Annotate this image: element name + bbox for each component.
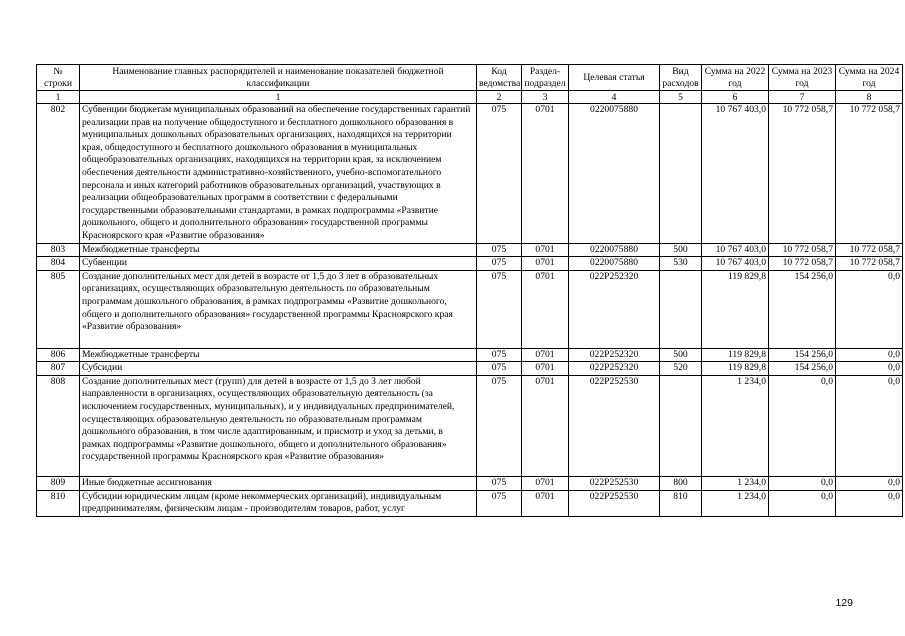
- table-row: [37, 348, 903, 362]
- col-number: 8: [836, 91, 903, 104]
- expense-type: 520: [660, 362, 702, 376]
- row-name: Иные бюджетные ассигнования: [80, 477, 477, 491]
- dept-code: 075: [477, 104, 522, 244]
- section-code: 0701: [522, 348, 569, 362]
- table-row: [37, 490, 903, 516]
- sum-2024: 0,0: [836, 490, 903, 516]
- expense-type: 810: [660, 490, 702, 516]
- col-header-section: Раздел-подраздел: [522, 65, 569, 91]
- col-header-row-no: № строки: [37, 65, 80, 91]
- sum-2022: 1 234,0: [702, 477, 769, 491]
- expense-type: 530: [660, 257, 702, 271]
- sum-2024: 0,0: [836, 375, 903, 476]
- row-number: 806: [37, 348, 80, 362]
- sum-2023: 10 772 058,7: [769, 104, 836, 244]
- target-article: 022P252530: [569, 375, 660, 476]
- expense-type: [660, 375, 702, 476]
- sum-2024: 0,0: [836, 348, 903, 362]
- section-code: 0701: [522, 104, 569, 244]
- sum-2023: 10 772 058,7: [769, 243, 836, 257]
- row-name: Создание дополнительных мест для детей в возрасте от 1,5 до 3 лет в образовательных организациях, осуществляющих образовательную деятельность по образовательным программам дошкольного образования, в рамках подпрограммы «Развитие дошкольного, общего и дополнительного образования» государственной программы Красноярского края «Развитие образования»: [80, 270, 477, 348]
- target-article: 022P252320: [569, 348, 660, 362]
- sum-2022: 119 829,8: [702, 362, 769, 376]
- section-code: 0701: [522, 477, 569, 491]
- section-code: 0701: [522, 257, 569, 271]
- section-code: 0701: [522, 490, 569, 516]
- dept-code: 075: [477, 243, 522, 257]
- target-article: 0220075880: [569, 257, 660, 271]
- sum-2023: 0,0: [769, 477, 836, 491]
- row-number: 802: [37, 104, 80, 244]
- sum-2023: 0,0: [769, 490, 836, 516]
- sum-2023: 154 256,0: [769, 348, 836, 362]
- dept-code: 075: [477, 477, 522, 491]
- sum-2023: 154 256,0: [769, 362, 836, 376]
- sum-2024: 0,0: [836, 362, 903, 376]
- target-article: 022P252530: [569, 490, 660, 516]
- row-name: Субсидии: [80, 362, 477, 376]
- sum-2022: 119 829,8: [702, 270, 769, 348]
- col-number: 3: [522, 91, 569, 104]
- row-number: 804: [37, 257, 80, 271]
- col-header-exp-type: Вид расходов: [660, 65, 702, 91]
- col-number: 1: [80, 91, 477, 104]
- col-header-sum-2022: Сумма на 2022 год: [702, 65, 769, 91]
- sum-2023: 10 772 058,7: [769, 257, 836, 271]
- row-name: Субвенции: [80, 257, 477, 271]
- expense-type: 800: [660, 477, 702, 491]
- row-number: 808: [37, 375, 80, 476]
- col-number: 1: [37, 91, 80, 104]
- section-code: 0701: [522, 243, 569, 257]
- sum-2022: 10 767 403,0: [702, 257, 769, 271]
- target-article: 0220075880: [569, 243, 660, 257]
- sum-2022: 10 767 403,0: [702, 104, 769, 244]
- col-number: 2: [477, 91, 522, 104]
- dept-code: 075: [477, 348, 522, 362]
- col-number: 6: [702, 91, 769, 104]
- row-number: 807: [37, 362, 80, 376]
- table-row: [37, 270, 903, 348]
- sum-2024: 10 772 058,7: [836, 257, 903, 271]
- row-name: Межбюджетные трансферты: [80, 243, 477, 257]
- section-code: 0701: [522, 270, 569, 348]
- col-number: 7: [769, 91, 836, 104]
- expense-type: [660, 104, 702, 244]
- budget-table: [36, 64, 903, 517]
- sum-2022: 1 234,0: [702, 490, 769, 516]
- dept-code: 075: [477, 362, 522, 376]
- section-code: 0701: [522, 375, 569, 476]
- col-header-sum-2023: Сумма на 2023 год: [769, 65, 836, 91]
- page-number: 129: [835, 597, 853, 609]
- column-number-row: [37, 91, 903, 104]
- target-article: 022P252320: [569, 270, 660, 348]
- sum-2022: 10 767 403,0: [702, 243, 769, 257]
- col-header-dept-code: Код ведомства: [477, 65, 522, 91]
- row-number: 809: [37, 477, 80, 491]
- target-article: 0220075880: [569, 104, 660, 244]
- dept-code: 075: [477, 375, 522, 476]
- sum-2023: 154 256,0: [769, 270, 836, 348]
- sum-2024: 0,0: [836, 270, 903, 348]
- col-number: 4: [569, 91, 660, 104]
- dept-code: 075: [477, 270, 522, 348]
- dept-code: 075: [477, 490, 522, 516]
- expense-type: [660, 270, 702, 348]
- table-row: [37, 243, 903, 257]
- target-article: 022P252530: [569, 477, 660, 491]
- sum-2024: 10 772 058,7: [836, 243, 903, 257]
- table-row: [37, 477, 903, 491]
- table-row: [37, 362, 903, 376]
- row-number: 805: [37, 270, 80, 348]
- col-header-target: Целевая статья: [569, 65, 660, 91]
- row-number: 803: [37, 243, 80, 257]
- table-row: [37, 104, 903, 244]
- row-number: 810: [37, 490, 80, 516]
- section-code: 0701: [522, 362, 569, 376]
- row-name: Создание дополнительных мест (групп) для детей в возрасте от 1,5 до 3 лет любой направленности в организациях, осуществляющих образовательную деятельность (за исключением государственных, муниципальных), и у индивидуальных предпринимателей, осуществляющих образовательную деятельность по образовательным программам дошкольного образования, в том числе адаптированным, и присмотр и уход за детьми, в рамках подпрограммы «Развитие дошкольного, общего и дополнительного образования» государственной программы Красноярского края «Развитие образования»: [80, 375, 477, 476]
- row-name: Субвенции бюджетам муниципальных образований на обеспечение государственных гарантий реализации прав на получение общедоступного и бесплатного дошкольного образования в муниципальных дошкольных образовательных организациях, находящихся на территории края, общедоступного и бесплатного дошкольного образования в муниципальных общеобразовательных организациях, находящихся на территории края, за исключением обеспечения деятельности административно-хозяйственного, учебно-вспомогательного персонала и иных категорий работников образовательных организаций, участвующих в реализации общеобразовательных программ в соответствии с федеральными государственными образовательными стандартами, в рамках подпрограммы «Развитие дошкольного, общего и дополнительного образования» государственной программы Красноярского края «Развитие образования»: [80, 104, 477, 244]
- sum-2024: 10 772 058,7: [836, 104, 903, 244]
- target-article: 022P252320: [569, 362, 660, 376]
- row-name: Межбюджетные трансферты: [80, 348, 477, 362]
- table-row: [37, 375, 903, 476]
- sum-2022: 1 234,0: [702, 375, 769, 476]
- sum-2024: 0,0: [836, 477, 903, 491]
- header-row: [37, 65, 903, 91]
- expense-type: 500: [660, 243, 702, 257]
- col-number: 5: [660, 91, 702, 104]
- table-row: [37, 257, 903, 271]
- sum-2022: 119 829,8: [702, 348, 769, 362]
- expense-type: 500: [660, 348, 702, 362]
- row-name: Субсидии юридическим лицам (кроме некоммерческих организаций), индивидуальным предпринимателям, физическим лицам - производителям товаров, работ, услуг: [80, 490, 477, 516]
- col-header-sum-2024: Сумма на 2024 год: [836, 65, 903, 91]
- sum-2023: 0,0: [769, 375, 836, 476]
- dept-code: 075: [477, 257, 522, 271]
- col-header-name: Наименование главных распорядителей и наименование показателей бюджетной классификации: [80, 65, 477, 91]
